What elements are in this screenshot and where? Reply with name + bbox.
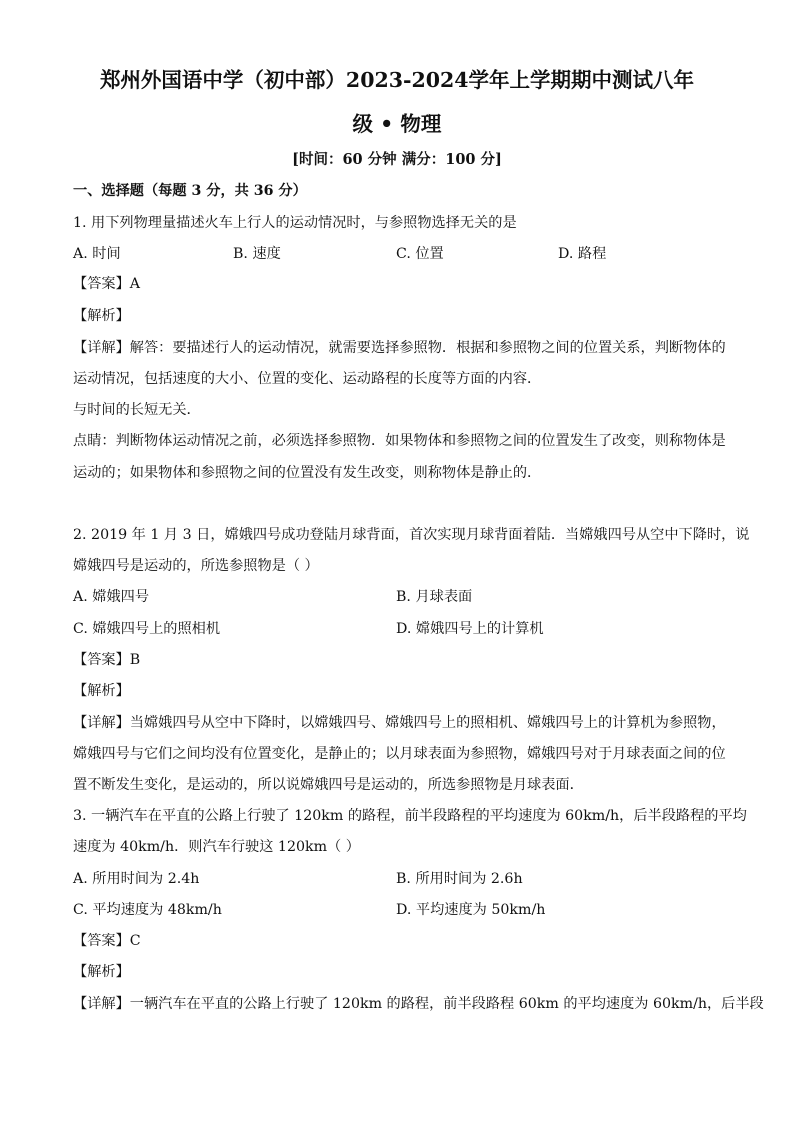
q3-answer: 【答案】C <box>73 933 141 949</box>
q2-option-b: B. 月球表面 <box>396 589 473 605</box>
q1-detail-line: 运动的；如果物体和参照物之间的位置没有发生改变，则称物体是静止的． <box>73 465 542 481</box>
q2-option-d: D. 嫦娥四号上的计算机 <box>396 621 544 637</box>
q2-stem-line: 2. 2019 年 1 月 3 日，嫦娥四号成功登陆月球背面，首次实现月球背面着陆．当嫦娥四号从空中下降时，说 <box>73 527 750 543</box>
q3-option-b: B. 所用时间为 2.6h <box>396 871 523 887</box>
q2-detail-line: 【详解】当嫦娥四号从空中下降时，以嫦娥四号、嫦娥四号上的照相机、嫦娥四号上的计算机为参照物， <box>73 715 726 731</box>
exam-title-line2: 级 • 物理 <box>352 112 442 136</box>
q1-analysis: 【解析】 <box>73 308 130 324</box>
q1-option-b: B. 速度 <box>233 246 281 262</box>
q1-detail-line: 与时间的长短无关． <box>73 402 201 418</box>
q1-detail-line: 运动情况，包括速度的大小、位置的变化、运动路程的长度等方面的内容． <box>73 371 542 387</box>
q1-detail-line: 【详解】解答：要描述行人的运动情况，就需要选择参照物．根据和参照物之间的位置关系，判断物体的 <box>73 340 726 356</box>
q3-option-d: D. 平均速度为 50km/h <box>396 902 546 918</box>
q2-option-c: C. 嫦娥四号上的照相机 <box>73 621 221 637</box>
q1-option-c: C. 位置 <box>396 246 444 262</box>
q2-analysis: 【解析】 <box>73 683 130 699</box>
q3-option-c: C. 平均速度为 48km/h <box>73 902 222 918</box>
q1-option-d: D. 路程 <box>558 246 607 262</box>
q3-detail-line: 【详解】一辆汽车在平直的公路上行驶了 120km 的路程，前半段路程 60km 的平均速度为 60km/h，后半段 <box>73 996 764 1012</box>
exam-meta: [时间：60 分钟 满分：100 分] <box>292 151 502 168</box>
q2-option-a: A. 嫦娥四号 <box>73 589 150 605</box>
q1-stem: 1. 用下列物理量描述火车上行人的运动情况时，与参照物选择无关的是 <box>73 215 517 231</box>
q2-stem-line: 嫦娥四号是运动的，所选参照物是（ ） <box>73 558 319 574</box>
exam-title-line1: 郑州外国语中学（初中部）2023-2024学年上学期期中测试八年 <box>99 68 695 92</box>
q2-detail-line: 置不断发生变化，是运动的，所以说嫦娥四号是运动的，所选参照物是月球表面． <box>73 777 584 793</box>
q2-detail-line: 嫦娥四号与它们之间均没有位置变化，是静止的；以月球表面为参照物，嫦娥四号对于月球表面之间的位 <box>73 746 726 762</box>
q1-option-a: A. 时间 <box>73 246 121 262</box>
q3-option-a: A. 所用时间为 2.4h <box>73 871 200 887</box>
q1-detail-line: 点睛：判断物体运动情况之前，必须选择参照物．如果物体和参照物之间的位置发生了改变，则称物体是 <box>73 433 726 449</box>
q3-analysis: 【解析】 <box>73 964 130 980</box>
q3-stem-line: 3. 一辆汽车在平直的公路上行驶了 120km 的路程，前半段路程的平均速度为 60km/h，后半段路程的平均 <box>73 808 747 824</box>
q3-stem-line: 速度为 40km/h．则汽车行驶这 120km（ ） <box>73 839 360 855</box>
q2-answer: 【答案】B <box>73 652 141 668</box>
q1-answer: 【答案】A <box>73 276 140 292</box>
section-heading: 一、选择题（每题 3 分，共 36 分） <box>73 183 307 199</box>
